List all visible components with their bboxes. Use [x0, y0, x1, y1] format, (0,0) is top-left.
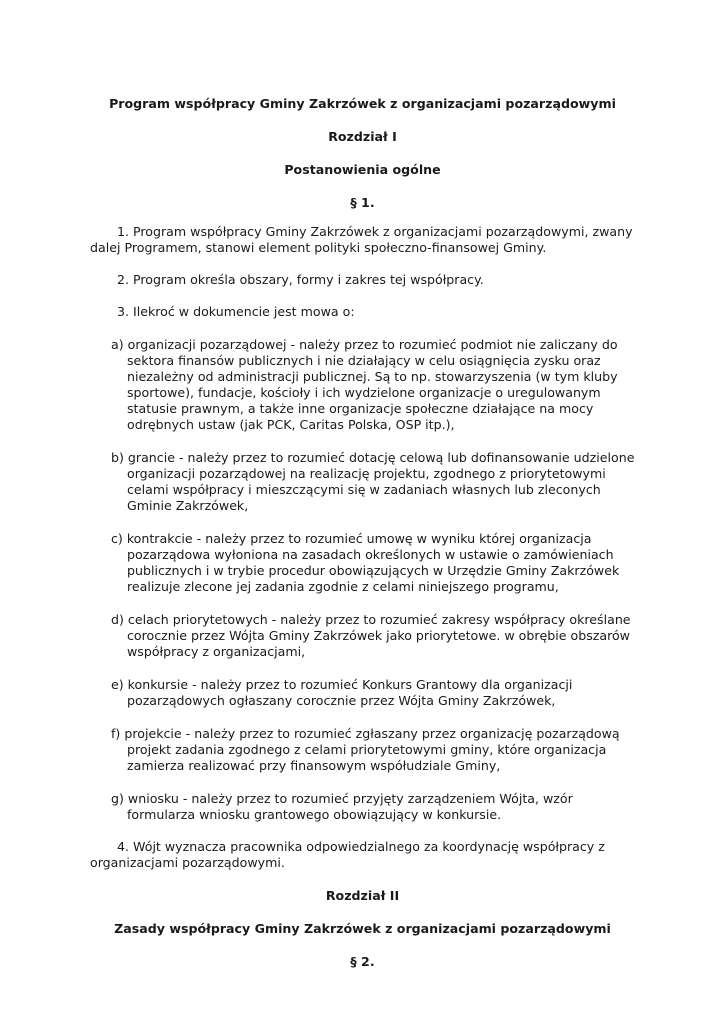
paragraph-2: 2. Program określa obszary, formy i zakres tej współpracy.	[117, 272, 484, 287]
definition-a: a) organizacji pozarządowej - należy przez to rozumieć podmiot nie zaliczany do sektora finansów publicznych i nie działający w celu osiągnięcia zysku oraz niezależny od administracji publicznej. Są to np. stowarzyszenia (w tym kluby sportowe), fundacje, kościoły i ich wydzielone organizacje o uregulowanym statusie prawnym, a także inne organizacje społeczne działające na mocy odrębnych ustaw (jak PCK, Caritas Polska, OSP itp.),	[111, 337, 618, 432]
paragraph-1: 1. Program współpracy Gminy Zakrzówek z organizacjami pozarządowymi, zwany dalej Programem, stanowi element polityki społeczno-finansowej Gminy.	[90, 224, 633, 255]
paragraph-4: 4. Wójt wyznacza pracownika odpowiedzialnego za koordynację współpracy z organizacjami pozarządowymi.	[90, 839, 605, 870]
definition-d: d) celach priorytetowych - należy przez to rozumieć zakresy współpracy określane corocznie przez Wójta Gminy Zakrzówek jako priorytetowe. w obrębie obszarów współpracy z organizacjami,	[111, 612, 631, 659]
document-title: Program współpracy Gminy Zakrzówek z organizacjami pozarządowymi	[109, 96, 616, 111]
chapter-2-label: Rozdział II	[325, 888, 400, 903]
definition-f: f) projekcie - należy przez to rozumieć zgłaszany przez organizację pozarządową projekt zadania zgodnego z celami priorytetowymi gminy, które organizacja zamierza realizować przy finansowym współudziale Gminy,	[111, 726, 620, 773]
paragraph-3: 3. Ilekroć w dokumencie jest mowa o:	[117, 304, 355, 319]
chapter-2-heading: Zasady współpracy Gminy Zakrzówek z organizacjami pozarządowymi	[114, 921, 611, 936]
chapter-1-heading: Postanowienia ogólne	[284, 162, 441, 177]
definition-c: c) kontrakcie - należy przez to rozumieć umowę w wyniku której organizacja pozarządowa wyłoniona na zasadach określonych w ustawie o zamówieniach publicznych i w trybie procedur obowiązujących w Urzędzie Gminy Zakrzówek realizuje zlecone jej zadania zgodnie z celami niniejszego programu,	[111, 531, 620, 594]
definition-b: b) grancie - należy przez to rozumieć dotację celową lub dofinansowanie udzielone organizacji pozarządowej na realizację projektu, zgodnego z priorytetowymi celami współpracy i mieszczącymi się w zadaniach własnych lub zleconych Gminie Zakrzówek,	[111, 450, 635, 513]
section-1-marker: § 1.	[350, 195, 375, 210]
definition-e: e) konkursie - należy przez to rozumieć Konkurs Grantowy dla organizacji pozarządowych ogłaszany corocznie przez Wójta Gminy Zakrzówek,	[111, 677, 573, 708]
definition-g: g) wniosku - należy przez to rozumieć przyjęty zarządzeniem Wójta, wzór formularza wniosku grantowego obowiązujący w konkursie.	[111, 791, 573, 822]
section-2-marker: § 2.	[350, 954, 375, 969]
chapter-1-label: Rozdział I	[328, 129, 397, 144]
document-page	[90, 96, 635, 970]
